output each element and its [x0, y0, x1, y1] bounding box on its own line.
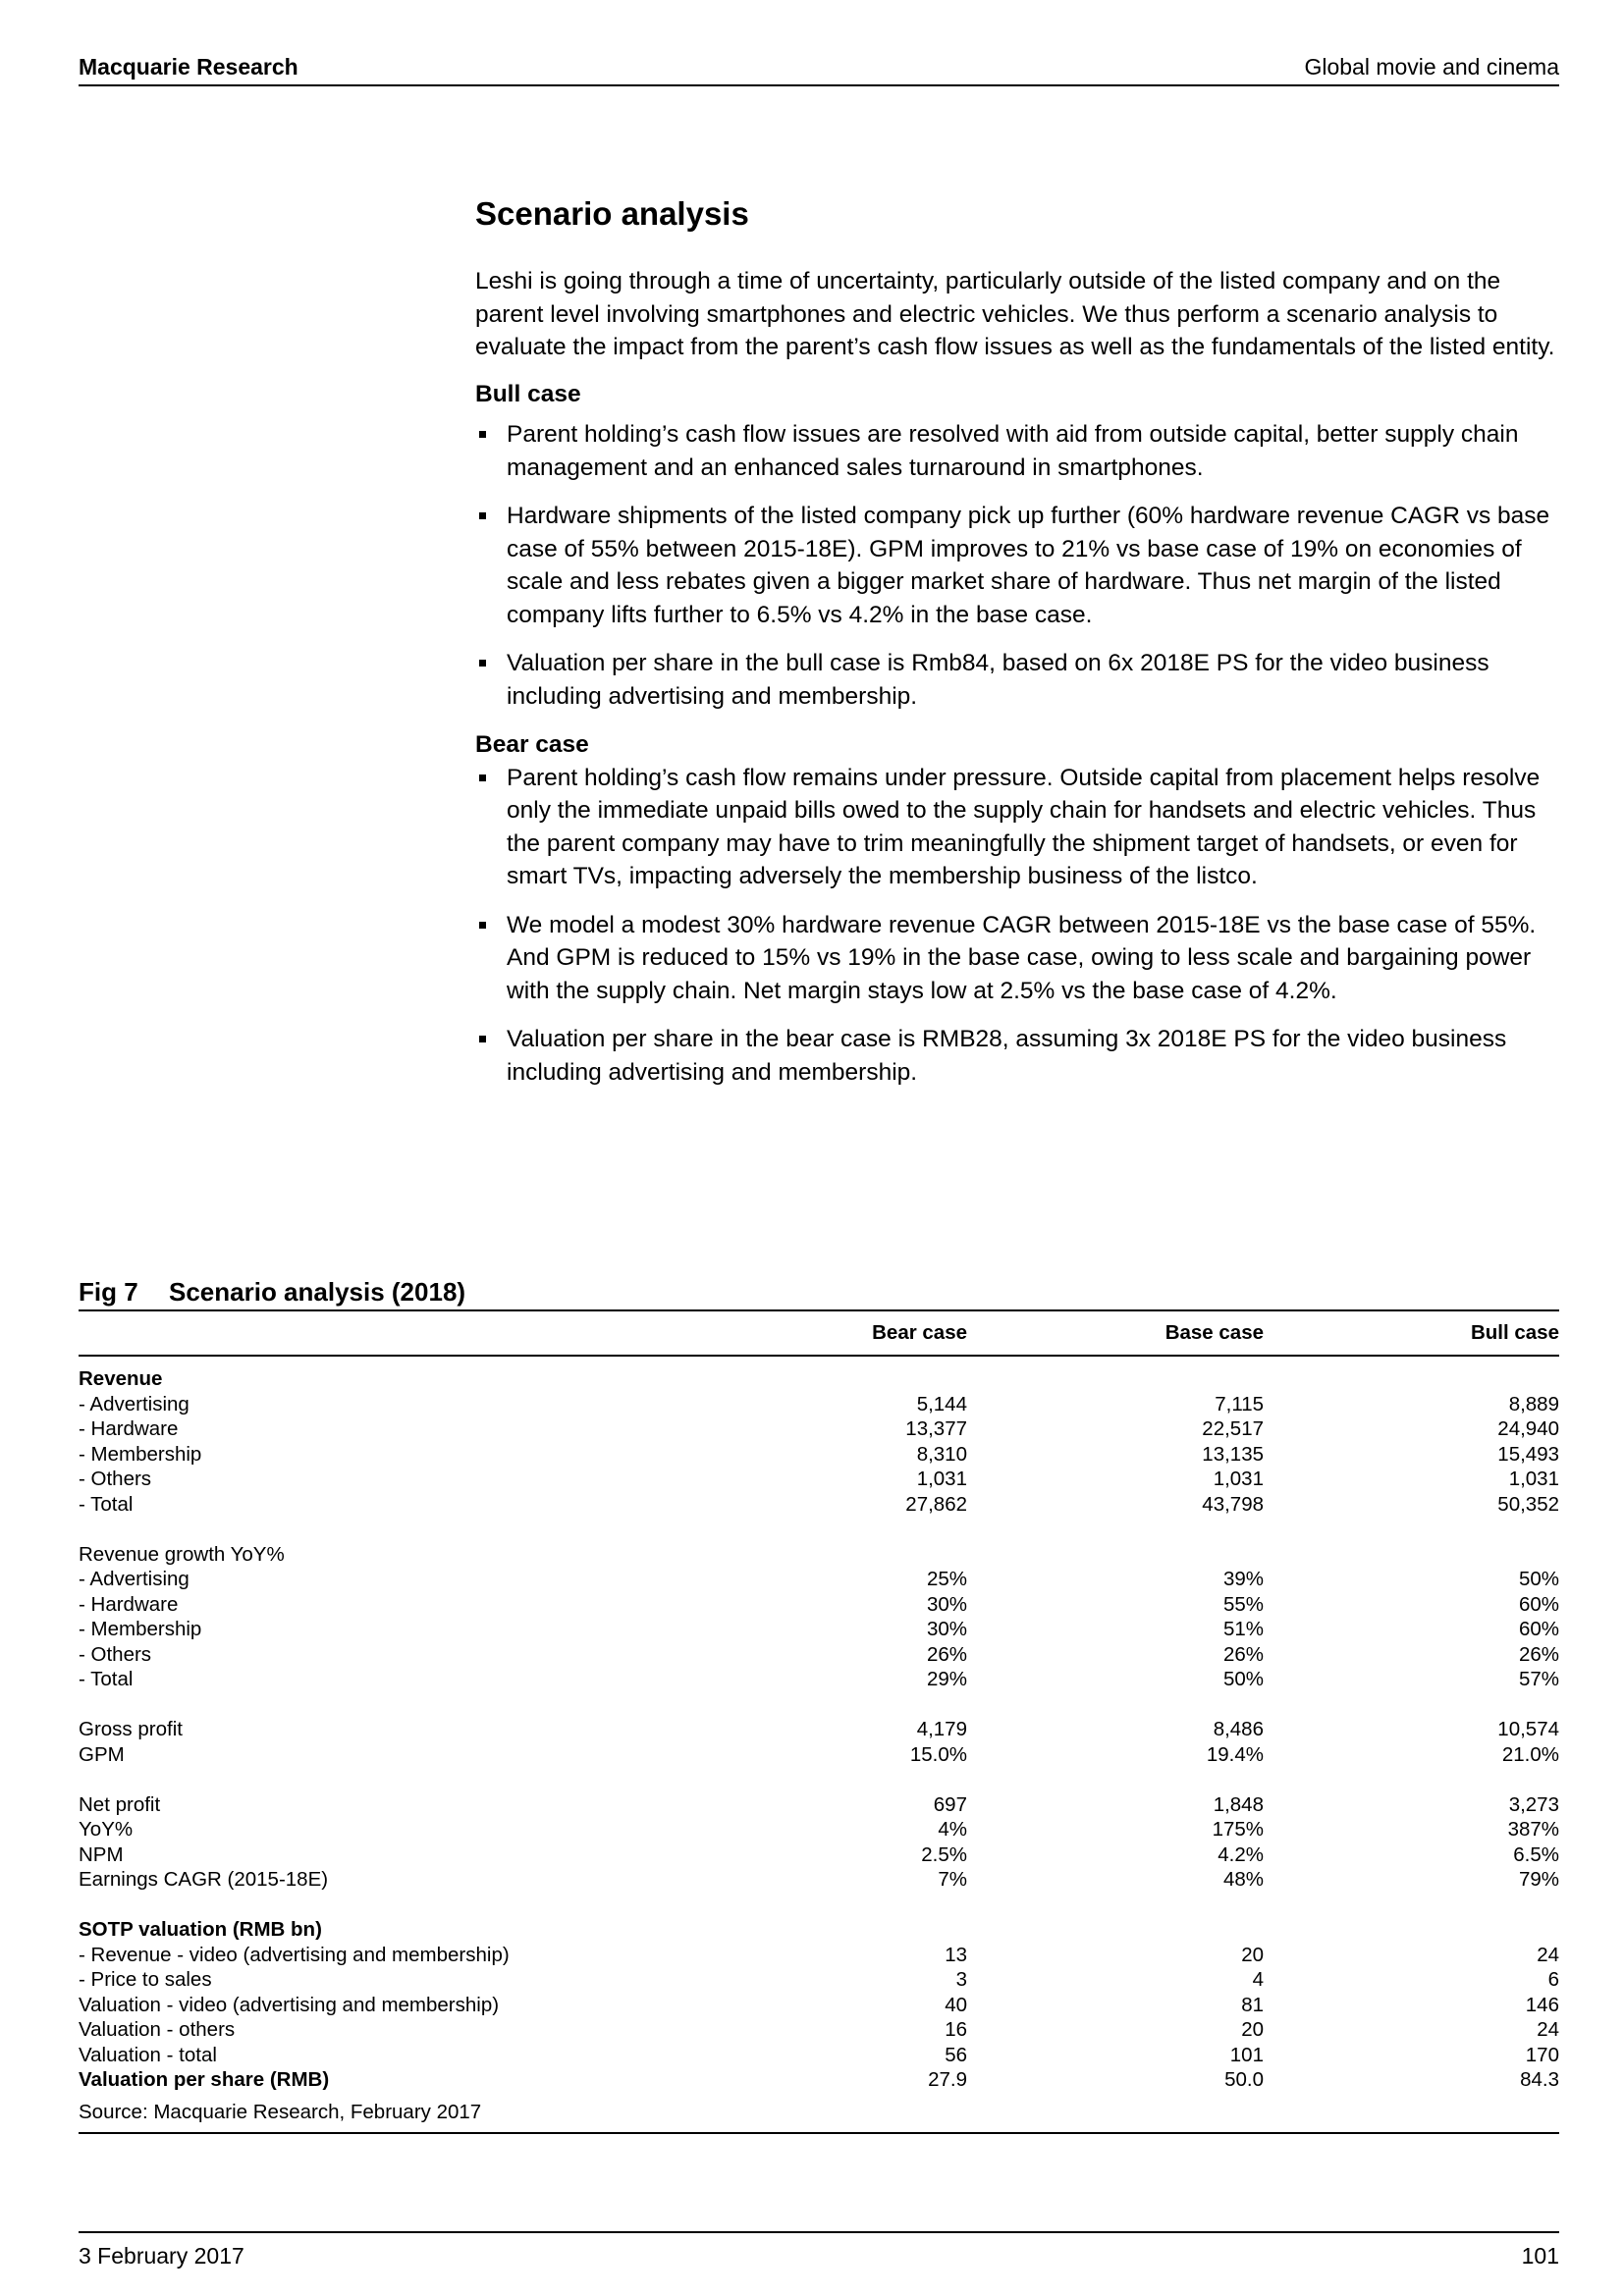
base-case-value: 4	[1252, 1968, 1264, 1991]
row-label: - Others	[79, 1468, 152, 1490]
bear-case-value: 15.0%	[909, 1742, 967, 1766]
table-row	[79, 1742, 1559, 1768]
base-case-value: 175%	[1212, 1818, 1264, 1841]
page-number: 101	[1521, 2243, 1559, 2269]
base-case-value	[967, 1542, 1264, 1568]
bear-case-value: 1,031	[916, 1468, 967, 1490]
bear-case-list	[475, 762, 1559, 1090]
column-header-bull: Bull case	[1264, 1311, 1559, 1356]
base-case-value: 26%	[1222, 1642, 1264, 1666]
bear-case-value: 2.5%	[921, 1842, 967, 1866]
bull-case-value: 387%	[1507, 1818, 1559, 1841]
bull-case-value: 57%	[1518, 1668, 1559, 1690]
main-content	[475, 192, 1559, 1104]
bull-bullet: Valuation per share in the bull case is Rmb84, based on 6x 2018E PS for the video business including advertising and membership.	[475, 647, 1559, 713]
bull-case-value: 24	[1537, 1943, 1559, 1966]
bull-case-value: 3,273	[1508, 1792, 1559, 1816]
base-case-value: 50.0	[1224, 2068, 1264, 2091]
row-label: - Advertising	[79, 1568, 189, 1590]
table-row	[79, 1416, 1559, 1442]
row-label: YoY%	[79, 1818, 134, 1841]
row-label: - Membership	[79, 1618, 202, 1640]
table-row	[79, 2043, 1559, 2068]
bull-bullet: Parent holding’s cash flow issues are resolved with aid from outside capital, better supply chain management and an enhanced sales turnaround in smartphones.	[475, 418, 1559, 484]
bear-case-value: 27,862	[905, 1492, 967, 1516]
table-row	[79, 1817, 1559, 1842]
row-label: Net profit	[79, 1792, 161, 1816]
bull-case-value: 21.0%	[1501, 1742, 1559, 1766]
table-spacer-row	[79, 1893, 1559, 1918]
base-case-value: 20	[1241, 1943, 1264, 1966]
table-row	[79, 1366, 1559, 1392]
bear-case-value: 13	[945, 1943, 967, 1966]
bear-case-value: 16	[945, 2018, 967, 2041]
bear-case-value: 30%	[926, 1592, 967, 1616]
bull-case-value: 84.3	[1520, 2068, 1559, 2091]
publisher-name: Macquarie Research	[79, 54, 298, 80]
table-row	[79, 1642, 1559, 1668]
report-title: Global movie and cinema	[1304, 54, 1559, 80]
bear-case-value: 25%	[926, 1568, 967, 1590]
base-case-value: 7,115	[1215, 1392, 1264, 1415]
base-case-value: 13,135	[1202, 1442, 1264, 1466]
bull-case-value: 24,940	[1497, 1417, 1559, 1440]
table-row	[79, 1467, 1559, 1492]
row-label: - Price to sales	[79, 1968, 212, 1991]
row-label: - Total	[79, 1668, 134, 1690]
bull-case-value	[1264, 1542, 1559, 1568]
table-spacer-row	[79, 1517, 1559, 1542]
bull-case-value: 6.5%	[1513, 1842, 1559, 1866]
row-label: Valuation - total	[79, 2043, 217, 2066]
row-label: - Membership	[79, 1442, 202, 1466]
base-case-value: 1,848	[1213, 1792, 1264, 1816]
bull-case-value: 50,352	[1497, 1492, 1559, 1516]
bear-case-value: 4,179	[916, 1718, 967, 1740]
bear-case-heading: Bear case	[475, 731, 589, 758]
bull-case-value	[1264, 1366, 1559, 1392]
bull-case-value: 24	[1537, 2018, 1559, 2041]
base-case-value: 1,031	[1213, 1468, 1264, 1490]
row-label: Gross profit	[79, 1718, 183, 1740]
bear-case-value: 26%	[926, 1642, 967, 1666]
base-case-value: 22,517	[1202, 1417, 1264, 1440]
base-case-value: 4.2%	[1218, 1842, 1264, 1866]
row-label: - Hardware	[79, 1417, 179, 1440]
bear-case-value: 3	[955, 1968, 967, 1991]
table-row	[79, 1667, 1559, 1692]
figure-number: Fig 7	[79, 1277, 138, 1307]
bull-case-value: 26%	[1518, 1642, 1559, 1666]
bull-case-list	[475, 418, 1559, 713]
row-label: Revenue growth YoY%	[79, 1542, 285, 1566]
bear-case-value: 5,144	[916, 1392, 967, 1415]
section-title: Scenario analysis	[475, 195, 749, 232]
bear-case-value: 30%	[926, 1618, 967, 1640]
table-row	[79, 1792, 1559, 1818]
bear-case-value	[569, 1917, 967, 1943]
bull-case-value: 50%	[1518, 1568, 1559, 1590]
bull-case-value: 1,031	[1508, 1468, 1559, 1490]
bull-case-value: 79%	[1518, 1868, 1559, 1891]
base-case-value: 50%	[1222, 1668, 1264, 1690]
table-row	[79, 2017, 1559, 2043]
bull-case-value	[1264, 1917, 1559, 1943]
base-case-value: 101	[1229, 2043, 1264, 2066]
bull-case-value: 8,889	[1508, 1392, 1559, 1415]
row-label: GPM	[79, 1742, 125, 1766]
bear-case-value: 4%	[938, 1818, 967, 1841]
bear-case-value: 13,377	[905, 1417, 967, 1440]
bear-case-value: 7%	[938, 1868, 967, 1891]
base-case-value: 55%	[1222, 1592, 1264, 1616]
bull-case-value: 60%	[1518, 1592, 1559, 1616]
figure-title	[79, 1274, 1559, 1311]
table-spacer-row	[79, 1767, 1559, 1792]
table-body	[79, 1356, 1559, 2093]
row-label: - Others	[79, 1642, 152, 1666]
table-row	[79, 1392, 1559, 1417]
page-footer	[79, 2231, 1559, 2269]
column-header-bear: Bear case	[569, 1311, 967, 1356]
table-row	[79, 1917, 1559, 1943]
base-case-value: 20	[1241, 2018, 1264, 2041]
column-header	[79, 1311, 569, 1356]
bull-case-value: 146	[1525, 1993, 1559, 2016]
row-label: Valuation - video (advertising and membership)	[79, 1993, 500, 2016]
table-row	[79, 1567, 1559, 1592]
row-label: NPM	[79, 1842, 124, 1866]
bear-case-value	[569, 1366, 967, 1392]
table-header-row	[79, 1311, 1559, 1356]
footer-date: 3 February 2017	[79, 2243, 244, 2269]
column-header-base: Base case	[967, 1311, 1264, 1356]
row-label: - Revenue - video (advertising and membership)	[79, 1943, 510, 1966]
table-row	[79, 1492, 1559, 1518]
row-label: Valuation - others	[79, 2018, 236, 2041]
bear-case-value: 29%	[926, 1668, 967, 1690]
bear-case-value: 27.9	[928, 2068, 967, 2091]
table-row	[79, 1442, 1559, 1468]
table-row	[79, 1717, 1559, 1742]
base-case-value: 39%	[1222, 1568, 1264, 1590]
row-label: Valuation per share (RMB)	[79, 2068, 330, 2091]
table-row	[79, 1943, 1559, 1968]
base-case-value: 19.4%	[1206, 1742, 1264, 1766]
scenario-table	[79, 1311, 1559, 2093]
bear-bullet: Parent holding’s cash flow remains under pressure. Outside capital from placement helps resolve only the immediate unpaid bills owed to the supply chain for handsets and electric vehicles. Thus the parent company may have to trim meaningfully the shipment target of handsets, or even for smart TVs, impacting adversely the membership business of the listco.	[475, 762, 1559, 893]
base-case-value: 81	[1241, 1993, 1264, 2016]
base-case-value	[967, 1917, 1264, 1943]
figure-scenario-analysis	[79, 1274, 1559, 2134]
page-header	[79, 49, 1559, 86]
table-row	[79, 2067, 1559, 2093]
bull-case-value: 170	[1525, 2043, 1559, 2066]
bull-case-value: 60%	[1518, 1618, 1559, 1640]
bull-case-value: 15,493	[1497, 1442, 1559, 1466]
row-label: Earnings CAGR (2015-18E)	[79, 1868, 329, 1891]
base-case-value: 48%	[1222, 1868, 1264, 1891]
figure-caption: Scenario analysis (2018)	[169, 1277, 466, 1307]
table-spacer-row	[79, 1692, 1559, 1718]
bull-bullet: Hardware shipments of the listed company pick up further (60% hardware revenue CAGR vs base case of 55% between 2015-18E). GPM improves to 21% vs base case of 19% on economies of scale and less rebates given a bigger market share of hardware. Thus net margin of the listed company lifts further to 6.5% vs 4.2% in the base case.	[475, 500, 1559, 631]
base-case-value: 8,486	[1213, 1718, 1264, 1740]
table-row	[79, 1617, 1559, 1642]
base-case-value	[967, 1366, 1264, 1392]
intro-paragraph: Leshi is going through a time of uncertainty, particularly outside of the listed company and on the parent level involving smartphones and electric vehicles. We thus perform a scenario analysis to evaluate the impact from the parent’s cash flow issues as well as the fundamentals of the listed entity.	[475, 268, 1555, 360]
table-top-padding	[79, 1356, 1559, 1366]
table-row	[79, 1542, 1559, 1568]
bear-bullet: Valuation per share in the bear case is RMB28, assuming 3x 2018E PS for the video business including advertising and membership.	[475, 1023, 1559, 1089]
bear-case-value	[569, 1542, 967, 1568]
row-label: - Total	[79, 1492, 134, 1516]
base-case-value: 43,798	[1202, 1492, 1264, 1516]
bear-case-value: 40	[945, 1993, 967, 2016]
table-row	[79, 1867, 1559, 1893]
bear-case-value: 697	[933, 1792, 967, 1816]
row-label: SOTP valuation (RMB bn)	[79, 1918, 322, 1941]
table-row	[79, 1592, 1559, 1618]
row-label: - Hardware	[79, 1592, 179, 1616]
bear-case-value: 8,310	[916, 1442, 967, 1466]
table-row	[79, 1993, 1559, 2018]
row-label: - Advertising	[79, 1392, 189, 1415]
bear-case-value: 56	[945, 2043, 967, 2066]
table-row	[79, 1967, 1559, 1993]
row-label: Revenue	[79, 1367, 163, 1390]
figure-source: Source: Macquarie Research, February 2017	[79, 2093, 1559, 2134]
bear-bullet: We model a modest 30% hardware revenue CAGR between 2015-18E vs the base case of 55%. And GPM is reduced to 15% vs 19% in the base case, owing to less scale and bargaining power with the supply chain. Net margin stays low at 2.5% vs the base case of 4.2%.	[475, 909, 1559, 1008]
table-row	[79, 1842, 1559, 1868]
base-case-value: 51%	[1222, 1618, 1264, 1640]
bull-case-value: 10,574	[1497, 1718, 1559, 1740]
bull-case-heading: Bull case	[475, 380, 581, 407]
bull-case-value: 6	[1547, 1968, 1559, 1991]
